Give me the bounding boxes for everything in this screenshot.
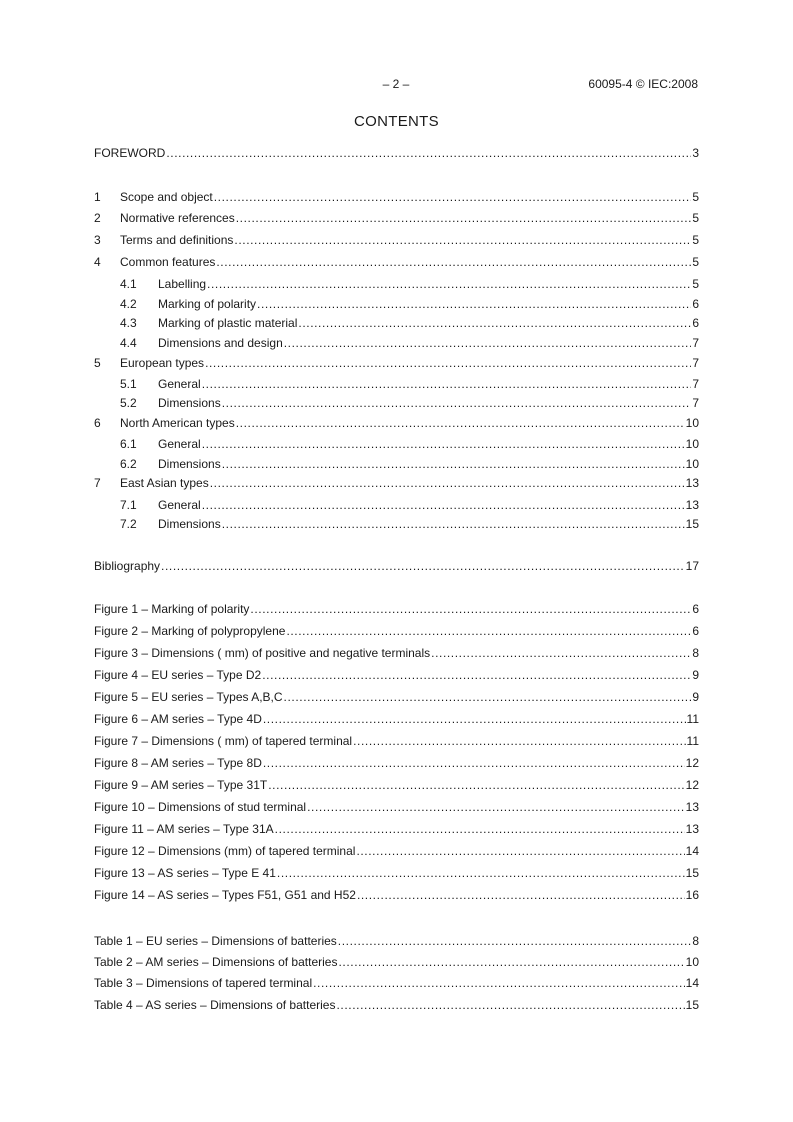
toc-entry-page: 11	[686, 734, 699, 748]
toc-entry-title: Figure 6 – AM series – Type 4D	[94, 712, 262, 726]
toc-entry[interactable]	[94, 799, 699, 815]
dot-leader	[307, 799, 685, 815]
dot-leader	[313, 975, 685, 991]
toc-entry[interactable]	[94, 777, 699, 793]
toc-entry-page: 7	[692, 356, 699, 370]
toc-entry[interactable]	[94, 711, 699, 727]
toc-entry[interactable]	[94, 395, 699, 411]
dot-leader	[263, 711, 686, 727]
dot-leader	[284, 335, 692, 351]
toc-entry-number: 4.3	[120, 316, 137, 330]
toc-entry-page: 12	[685, 778, 699, 792]
toc-entry-title: Marking of plastic material	[158, 316, 298, 330]
dot-leader	[262, 667, 691, 683]
toc-entry[interactable]	[94, 276, 699, 292]
toc-entry[interactable]	[94, 456, 699, 472]
dot-leader	[202, 376, 692, 392]
toc-entry-title: Normative references	[120, 211, 235, 225]
toc-entry-title: Common features	[120, 255, 216, 269]
toc-entry-title: Figure 5 – EU series – Types A,B,C	[94, 690, 283, 704]
toc-entry[interactable]	[94, 558, 699, 574]
toc-entry[interactable]	[94, 843, 699, 859]
toc-entry[interactable]	[94, 997, 699, 1013]
toc-entry[interactable]	[94, 145, 699, 161]
toc-entry-page: 5	[692, 211, 699, 225]
toc-entry[interactable]	[94, 667, 699, 683]
toc-entry-page: 10	[685, 416, 699, 430]
toc-entry-page: 13	[685, 800, 699, 814]
dot-leader	[275, 821, 685, 837]
toc-entry-number: 5.2	[120, 396, 137, 410]
toc-entry-title: Table 1 – EU series – Dimensions of batteries	[94, 934, 337, 948]
toc-entry-page: 5	[692, 190, 699, 204]
toc-entry-number: 3	[94, 233, 101, 247]
toc-entry-title: Dimensions and design	[158, 336, 283, 350]
dot-leader	[234, 232, 691, 248]
toc-entry[interactable]	[94, 865, 699, 881]
toc-entry[interactable]	[94, 623, 699, 639]
standard-reference: 60095-4 © IEC:2008	[588, 77, 698, 91]
toc-entry-title: East Asian types	[120, 476, 209, 490]
toc-entry-number: 1	[94, 190, 101, 204]
toc-entry-page: 5	[692, 277, 699, 291]
dot-leader	[298, 315, 691, 331]
toc-entry[interactable]	[94, 733, 699, 749]
dot-leader	[431, 645, 691, 661]
dot-leader	[356, 843, 684, 859]
toc-entry-title: General	[158, 498, 201, 512]
toc-entry-title: Figure 1 – Marking of polarity	[94, 602, 250, 616]
toc-entry-page: 9	[692, 668, 699, 682]
toc-entry-page: 17	[685, 559, 699, 573]
dot-leader	[202, 497, 685, 513]
toc-entry[interactable]	[94, 954, 699, 970]
dot-leader	[353, 733, 685, 749]
toc-entry-title: Table 3 – Dimensions of tapered terminal	[94, 976, 313, 990]
toc-entry-title: General	[158, 437, 201, 451]
toc-entry-title: Figure 8 – AM series – Type 8D	[94, 756, 262, 770]
toc-entry-title: General	[158, 377, 201, 391]
toc-entry[interactable]	[94, 296, 699, 312]
dot-leader	[286, 623, 691, 639]
toc-entry[interactable]	[94, 601, 699, 617]
page-header	[0, 77, 793, 93]
dot-leader	[222, 456, 685, 472]
toc-entry-title: Figure 14 – AS series – Types F51, G51 and H52	[94, 888, 356, 902]
toc-entry-title: Labelling	[158, 277, 207, 291]
toc-entry-number: 4	[94, 255, 101, 269]
toc-entry-number: 4.2	[120, 297, 137, 311]
toc-entry-title: Terms and definitions	[120, 233, 234, 247]
toc-entry[interactable]	[94, 975, 699, 991]
toc-entry-title: Table 2 – AM series – Dimensions of batteries	[94, 955, 338, 969]
toc-entry-title: Figure 9 – AM series – Type 31T	[94, 778, 268, 792]
toc-entry-title: Figure 10 – Dimensions of stud terminal	[94, 800, 307, 814]
toc-entry-page: 7	[692, 336, 699, 350]
toc-entry-page: 15	[685, 517, 699, 531]
dot-leader	[236, 210, 692, 226]
toc-entry[interactable]	[94, 355, 699, 371]
toc-entry-number: 7.1	[120, 498, 137, 512]
toc-entry[interactable]	[94, 436, 699, 452]
toc-entry-page: 13	[685, 476, 699, 490]
toc-entry[interactable]	[94, 645, 699, 661]
toc-entry-title: Bibliography	[94, 559, 161, 573]
toc-entry-number: 6.2	[120, 457, 137, 471]
toc-entry-page: 5	[692, 233, 699, 247]
page-title: CONTENTS	[354, 113, 439, 130]
toc-entry[interactable]	[94, 232, 699, 248]
dot-leader	[166, 145, 691, 161]
toc-entry-title: Figure 11 – AM series – Type 31A	[94, 822, 274, 836]
toc-entry-title: FOREWORD	[94, 146, 166, 160]
dot-leader	[338, 933, 692, 949]
dot-leader	[222, 395, 692, 411]
toc-entry[interactable]	[94, 475, 699, 491]
toc-entry-page: 13	[685, 822, 699, 836]
toc-entry[interactable]	[94, 516, 699, 532]
toc-entry-title: Figure 3 – Dimensions ( mm) of positive and negative terminals	[94, 646, 431, 660]
toc-entry[interactable]	[94, 210, 699, 226]
toc-entry-number: 5	[94, 356, 101, 370]
dot-leader	[202, 436, 685, 452]
toc-entry-title: Figure 7 – Dimensions ( mm) of tapered terminal	[94, 734, 353, 748]
toc-entry-page: 10	[685, 457, 699, 471]
toc-entry-page: 15	[685, 866, 699, 880]
toc-entry-number: 6.1	[120, 437, 137, 451]
toc-entry[interactable]	[94, 689, 699, 705]
dot-leader	[284, 689, 692, 705]
toc-entry[interactable]	[94, 887, 699, 903]
toc-entry-page: 13	[685, 498, 699, 512]
toc-entry-number: 5.1	[120, 377, 137, 391]
toc-entry-page: 6	[692, 624, 699, 638]
toc-entry-page: 6	[692, 316, 699, 330]
toc-entry-page: 11	[686, 712, 699, 726]
toc-entry-page: 8	[692, 646, 699, 660]
toc-entry-page: 12	[685, 756, 699, 770]
dot-leader	[210, 475, 685, 491]
toc-entry-number: 2	[94, 211, 101, 225]
toc-entry-title: Figure 4 – EU series – Type D2	[94, 668, 262, 682]
toc-entry-page: 16	[685, 888, 699, 902]
toc-entry-title: Dimensions	[158, 517, 221, 531]
toc-entry-page: 7	[692, 396, 699, 410]
toc-entry[interactable]	[94, 254, 699, 270]
dot-leader	[277, 865, 685, 881]
toc-entry-page: 6	[692, 602, 699, 616]
toc-entry[interactable]	[94, 497, 699, 513]
toc-entry-page: 8	[692, 934, 699, 948]
dot-leader	[214, 189, 692, 205]
toc-entry[interactable]	[94, 933, 699, 949]
toc-entry-number: 7	[94, 476, 101, 490]
toc-entry-number: 4.1	[120, 277, 137, 291]
dot-leader	[257, 296, 691, 312]
toc-entry-number: 4.4	[120, 336, 137, 350]
toc-entry[interactable]	[94, 376, 699, 392]
dot-leader	[161, 558, 685, 574]
toc-entry-number: 6	[94, 416, 101, 430]
toc-entry-page: 14	[685, 976, 699, 990]
toc-entry-title: North American types	[120, 416, 235, 430]
dot-leader	[357, 887, 685, 903]
toc-entry[interactable]	[94, 755, 699, 771]
toc-entry-page: 7	[692, 377, 699, 391]
toc-entry-title: Dimensions	[158, 457, 221, 471]
dot-leader	[207, 276, 691, 292]
toc-entry[interactable]	[94, 415, 699, 431]
toc-entry-page: 3	[692, 146, 699, 160]
toc-entry[interactable]	[94, 315, 699, 331]
toc-entry-title: Figure 13 – AS series – Type E 41	[94, 866, 276, 880]
toc-entry[interactable]	[94, 821, 699, 837]
dot-leader	[222, 516, 685, 532]
dot-leader	[338, 954, 684, 970]
dot-leader	[250, 601, 691, 617]
toc-entry[interactable]	[94, 335, 699, 351]
toc-entry-title: Figure 12 – Dimensions (mm) of tapered terminal	[94, 844, 356, 858]
dot-leader	[263, 755, 685, 771]
toc-entry-page: 14	[685, 844, 699, 858]
toc-entry-page: 10	[685, 437, 699, 451]
toc-entry-page: 15	[685, 998, 699, 1012]
toc-entry-page: 5	[692, 255, 699, 269]
dot-leader	[216, 254, 691, 270]
toc-entry-page: 10	[685, 955, 699, 969]
toc-entry-page: 6	[692, 297, 699, 311]
toc-entry-title: Scope and object	[120, 190, 213, 204]
dot-leader	[268, 777, 684, 793]
dot-leader	[236, 415, 685, 431]
page-number: – 2 –	[382, 77, 410, 91]
toc-entry[interactable]	[94, 189, 699, 205]
dot-leader	[205, 355, 691, 371]
toc-entry-page: 9	[692, 690, 699, 704]
toc-entry-title: European types	[120, 356, 205, 370]
toc-entry-title: Table 4 – AS series – Dimensions of batteries	[94, 998, 336, 1012]
toc-entry-number: 7.2	[120, 517, 137, 531]
toc-entry-title: Marking of polarity	[158, 297, 257, 311]
toc-entry-title: Figure 2 – Marking of polypropylene	[94, 624, 286, 638]
dot-leader	[336, 997, 684, 1013]
toc-entry-title: Dimensions	[158, 396, 221, 410]
